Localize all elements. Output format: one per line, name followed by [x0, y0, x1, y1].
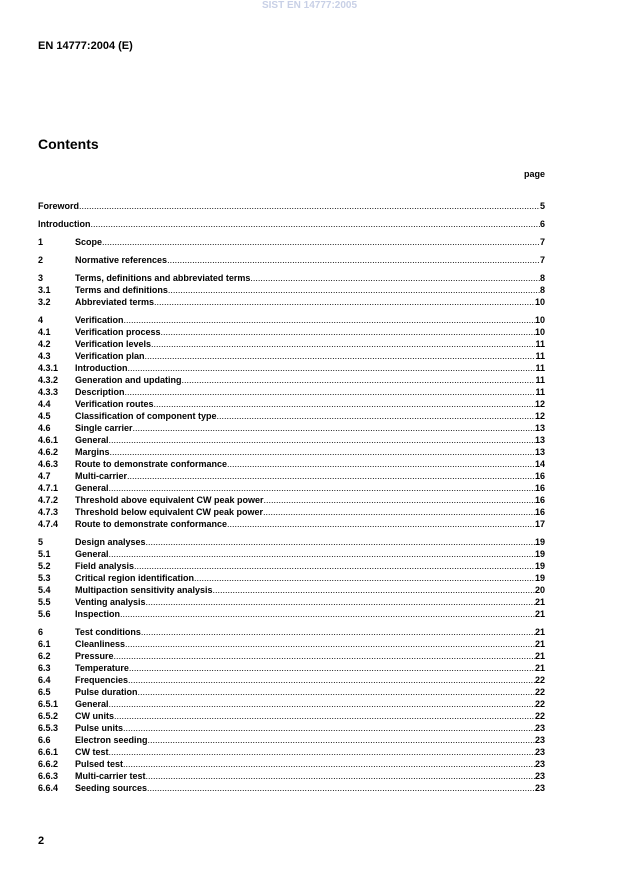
page-column-label: page — [523, 169, 545, 179]
toc-entry-page: 16 — [534, 483, 545, 493]
toc-entry-title: Verification levels — [75, 339, 152, 349]
toc-entry[interactable] — [38, 314, 545, 326]
toc-entry-page: 11 — [535, 339, 545, 349]
toc-entry-number: 3 — [38, 273, 44, 283]
toc-entry-number: 6.5 — [38, 687, 51, 697]
toc-entry-number: 5.2 — [38, 561, 51, 571]
toc-entry-number: 6.5.1 — [38, 699, 59, 709]
toc-entry-number: 6 — [38, 627, 44, 637]
toc-entry-title: Electron seeding — [75, 735, 148, 745]
toc-entry-number: 4.7 — [38, 471, 51, 481]
toc-entry[interactable] — [38, 506, 545, 518]
toc-leader-dots — [91, 218, 540, 230]
toc-entry-title: Multi-carrier — [75, 471, 128, 481]
toc-entry-title: Pulse units — [75, 723, 124, 733]
toc-entry-title: Terms, definitions and abbreviated terms — [75, 273, 251, 283]
toc-entry-title: Threshold above equivalent CW peak power — [75, 495, 264, 505]
toc-entry-page: 17 — [534, 519, 545, 529]
toc-entry-title: Pressure — [75, 651, 114, 661]
toc-leader-dots — [125, 638, 535, 650]
toc-entry-title: Critical region identification — [75, 573, 195, 583]
toc-entry-page: 10 — [534, 327, 545, 337]
toc-entry[interactable] — [38, 584, 545, 596]
toc-entry[interactable] — [38, 536, 545, 548]
toc-entry-number: 6.6 — [38, 735, 51, 745]
toc-entry-number: 4.3.3 — [38, 387, 59, 397]
page-number: 2 — [38, 835, 45, 847]
toc-entry[interactable] — [38, 770, 545, 782]
toc-entry-page: 7 — [539, 255, 545, 265]
toc-leader-dots — [167, 254, 540, 266]
toc-entry-title: Introduction — [75, 363, 128, 373]
toc-entry-title: Temperature — [75, 663, 129, 673]
toc-leader-dots — [124, 314, 535, 326]
toc-entry-page: 13 — [534, 447, 545, 457]
toc-entry-page: 22 — [534, 675, 545, 685]
toc-leader-dots — [146, 770, 535, 782]
toc-entry-number: 6.6.3 — [38, 771, 59, 781]
toc-entry[interactable] — [38, 626, 545, 638]
toc-entry-page: 21 — [534, 597, 545, 607]
toc-entry-page: 8 — [539, 273, 545, 283]
toc-entry[interactable] — [38, 746, 545, 758]
toc-entry-number: 6.1 — [38, 639, 51, 649]
toc-entry[interactable] — [38, 422, 545, 434]
toc-leader-dots — [168, 284, 540, 296]
toc-entry-page: 22 — [534, 711, 545, 721]
toc-entry-number: 6.6.2 — [38, 759, 59, 769]
toc-entry-page: 5 — [539, 201, 545, 211]
toc-entry-page: 11 — [535, 387, 545, 397]
toc-entry[interactable] — [38, 434, 545, 446]
toc-leader-dots — [264, 494, 535, 506]
toc-entry-number: 4.6 — [38, 423, 51, 433]
toc-entry-page: 16 — [534, 507, 545, 517]
toc-leader-dots — [154, 296, 535, 308]
toc-entry-title: CW test — [75, 747, 109, 757]
toc-entry-page: 11 — [535, 363, 545, 373]
toc-entry-page: 7 — [539, 237, 545, 247]
toc-entry-title: General — [75, 549, 109, 559]
toc-leader-dots — [120, 608, 535, 620]
toc-leader-dots — [227, 518, 535, 530]
toc-entry-title: Normative references — [75, 255, 168, 265]
toc-entry[interactable] — [38, 548, 545, 560]
toc-entry-page: 16 — [534, 495, 545, 505]
toc-entry[interactable] — [38, 272, 545, 284]
toc-leader-dots — [141, 626, 535, 638]
toc-entry-number: 4.3 — [38, 351, 51, 361]
toc-leader-dots — [194, 572, 535, 584]
toc-entry-number: 4.7.4 — [38, 519, 59, 529]
toc-entry-page: 21 — [534, 663, 545, 673]
toc-leader-dots — [114, 710, 535, 722]
toc-entry[interactable] — [38, 410, 545, 422]
toc-entry-number: 5.3 — [38, 573, 51, 583]
table-of-contents — [38, 200, 545, 794]
toc-entry-title: Verification — [75, 315, 124, 325]
toc-entry-title: Introduction — [38, 219, 91, 229]
toc-entry-page: 23 — [534, 771, 545, 781]
toc-entry-number: 5.6 — [38, 609, 51, 619]
toc-entry[interactable] — [38, 284, 545, 296]
toc-entry-title: CW units — [75, 711, 114, 721]
toc-leader-dots — [147, 782, 535, 794]
toc-entry-number: 4.3.2 — [38, 375, 59, 385]
toc-leader-dots — [133, 422, 535, 434]
toc-entry-page: 19 — [534, 561, 545, 571]
toc-entry-number: 6.3 — [38, 663, 51, 673]
toc-entry-title: Description — [75, 387, 125, 397]
toc-entry[interactable] — [38, 608, 545, 620]
toc-leader-dots — [263, 506, 535, 518]
toc-entry-title: Verification routes — [75, 399, 154, 409]
toc-entry[interactable] — [38, 446, 545, 458]
toc-entry-number: 4.5 — [38, 411, 51, 421]
toc-leader-dots — [128, 362, 536, 374]
toc-leader-dots — [182, 374, 536, 386]
toc-entry-page: 23 — [534, 747, 545, 757]
toc-entry-title: Multipaction sensitivity analysis — [75, 585, 213, 595]
toc-entry-title: Multi-carrier test — [75, 771, 146, 781]
toc-entry-number: 6.6.4 — [38, 783, 59, 793]
toc-leader-dots — [123, 758, 535, 770]
toc-entry[interactable] — [38, 470, 545, 482]
toc-entry-number: 6.6.1 — [38, 747, 59, 757]
toc-entry[interactable] — [38, 638, 545, 650]
toc-leader-dots — [129, 662, 535, 674]
toc-entry[interactable] — [38, 254, 545, 266]
toc-entry-page: 21 — [534, 639, 545, 649]
toc-entry-title: Test conditions — [75, 627, 141, 637]
toc-entry-title: Seeding sources — [75, 783, 148, 793]
toc-entry-number: 5.1 — [38, 549, 51, 559]
toc-entry-page: 21 — [534, 651, 545, 661]
toc-entry[interactable] — [38, 560, 545, 572]
toc-entry-title: Single carrier — [75, 423, 133, 433]
toc-entry-page: 8 — [539, 285, 545, 295]
toc-entry[interactable] — [38, 782, 545, 794]
toc-leader-dots — [146, 596, 535, 608]
toc-entry-number: 3.1 — [38, 285, 51, 295]
toc-entry-page: 19 — [534, 549, 545, 559]
toc-entry-number: 4.6.1 — [38, 435, 59, 445]
toc-entry-title: Venting analysis — [75, 597, 146, 607]
toc-entry-title: Verification process — [75, 327, 161, 337]
toc-entry-number: 2 — [38, 255, 44, 265]
toc-leader-dots — [217, 410, 535, 422]
toc-entry-title: Margins — [75, 447, 110, 457]
toc-entry-page: 22 — [534, 699, 545, 709]
toc-entry-title: Route to demonstrate conformance — [75, 519, 228, 529]
toc-entry-page: 23 — [534, 735, 545, 745]
toc-entry-page: 16 — [534, 471, 545, 481]
toc-leader-dots — [151, 338, 535, 350]
toc-leader-dots — [109, 548, 535, 560]
toc-leader-dots — [109, 482, 535, 494]
toc-entry-page: 11 — [535, 351, 545, 361]
toc-leader-dots — [161, 326, 535, 338]
toc-entry-title: Scope — [75, 237, 103, 247]
toc-entry-number: 4.6.2 — [38, 447, 59, 457]
toc-entry[interactable] — [38, 482, 545, 494]
toc-entry[interactable] — [38, 662, 545, 674]
toc-entry-title: Frequencies — [75, 675, 129, 685]
toc-entry-title: Classification of component type — [75, 411, 217, 421]
toc-entry-number: 3.2 — [38, 297, 51, 307]
toc-leader-dots — [109, 698, 535, 710]
toc-entry-title: Pulse duration — [75, 687, 138, 697]
toc-entry-title: Design analyses — [75, 537, 146, 547]
toc-entry-number: 1 — [38, 237, 44, 247]
toc-entry-title: Threshold below equivalent CW peak power — [75, 507, 264, 517]
toc-entry[interactable] — [38, 362, 545, 374]
toc-entry-page: 20 — [534, 585, 545, 595]
toc-entry-number: 4.7.2 — [38, 495, 59, 505]
toc-entry[interactable] — [38, 218, 545, 230]
toc-entry[interactable] — [38, 374, 545, 386]
toc-entry[interactable] — [38, 338, 545, 350]
toc-leader-dots — [134, 560, 535, 572]
toc-entry-page: 13 — [534, 435, 545, 445]
toc-entry-page: 10 — [534, 297, 545, 307]
toc-leader-dots — [154, 398, 535, 410]
watermark: SIST EN 14777:2005 — [261, 0, 358, 11]
toc-entry[interactable] — [38, 650, 545, 662]
toc-entry-title: Terms and definitions — [75, 285, 168, 295]
toc-entry[interactable] — [38, 596, 545, 608]
toc-entry-page: 13 — [534, 423, 545, 433]
toc-leader-dots — [138, 686, 535, 698]
toc-leader-dots — [102, 236, 540, 248]
toc-leader-dots — [109, 746, 535, 758]
toc-entry-number: 5.5 — [38, 597, 51, 607]
toc-entry-title: Pulsed test — [75, 759, 124, 769]
toc-entry-page: 23 — [534, 759, 545, 769]
toc-entry-number: 5.4 — [38, 585, 51, 595]
toc-leader-dots — [125, 386, 536, 398]
toc-entry-number: 4.4 — [38, 399, 51, 409]
toc-entry[interactable] — [38, 326, 545, 338]
toc-entry-page: 22 — [534, 687, 545, 697]
toc-entry-number: 6.5.3 — [38, 723, 59, 733]
toc-entry[interactable] — [38, 734, 545, 746]
toc-entry-page: 19 — [534, 537, 545, 547]
toc-leader-dots — [250, 272, 540, 284]
toc-entry[interactable] — [38, 698, 545, 710]
toc-entry-page: 23 — [534, 783, 545, 793]
toc-leader-dots — [79, 200, 540, 212]
toc-entry-title: General — [75, 435, 109, 445]
toc-entry-title: Cleanliness — [75, 639, 126, 649]
toc-entry-title: Verification plan — [75, 351, 145, 361]
toc-entry-page: 12 — [534, 411, 545, 421]
page-title: Contents — [38, 136, 99, 152]
toc-entry-title: General — [75, 483, 109, 493]
toc-entry-page: 14 — [534, 459, 545, 469]
toc-entry-number: 4 — [38, 315, 44, 325]
toc-entry[interactable] — [38, 236, 545, 248]
toc-entry-title: Inspection — [75, 609, 121, 619]
toc-entry-page: 6 — [539, 219, 545, 229]
toc-entry[interactable] — [38, 200, 545, 212]
toc-entry[interactable] — [38, 518, 545, 530]
toc-entry-number: 4.6.3 — [38, 459, 59, 469]
toc-entry[interactable] — [38, 758, 545, 770]
toc-entry-number: 6.5.2 — [38, 711, 59, 721]
toc-entry[interactable] — [38, 494, 545, 506]
toc-entry-page: 11 — [535, 375, 545, 385]
toc-entry-title: General — [75, 699, 109, 709]
toc-leader-dots — [128, 674, 535, 686]
toc-entry-title: Route to demonstrate conformance — [75, 459, 228, 469]
toc-entry-title: Field analysis — [75, 561, 135, 571]
toc-entry[interactable] — [38, 350, 545, 362]
toc-entry-number: 6.2 — [38, 651, 51, 661]
toc-entry-number: 4.7.3 — [38, 507, 59, 517]
toc-entry-title: Generation and updating — [75, 375, 182, 385]
toc-entry-title: Foreword — [38, 201, 80, 211]
toc-leader-dots — [148, 734, 535, 746]
toc-entry[interactable] — [38, 686, 545, 698]
toc-entry-number: 4.2 — [38, 339, 51, 349]
toc-entry[interactable] — [38, 722, 545, 734]
toc-leader-dots — [123, 722, 535, 734]
toc-entry[interactable] — [38, 674, 545, 686]
toc-leader-dots — [145, 350, 536, 362]
toc-entry-number: 4.7.1 — [38, 483, 59, 493]
toc-entry-number: 6.4 — [38, 675, 51, 685]
toc-entry[interactable] — [38, 572, 545, 584]
toc-entry-title: Abbreviated terms — [75, 297, 155, 307]
toc-entry-page: 19 — [534, 573, 545, 583]
toc-entry-page: 21 — [534, 627, 545, 637]
toc-entry-number: 4.1 — [38, 327, 51, 337]
toc-entry[interactable] — [38, 386, 545, 398]
toc-entry-page: 23 — [534, 723, 545, 733]
toc-entry-page: 12 — [534, 399, 545, 409]
toc-entry-number: 4.3.1 — [38, 363, 59, 373]
toc-leader-dots — [227, 458, 535, 470]
toc-leader-dots — [114, 650, 535, 662]
toc-entry-number: 5 — [38, 537, 44, 547]
toc-entry[interactable] — [38, 458, 545, 470]
toc-leader-dots — [146, 536, 535, 548]
toc-leader-dots — [110, 446, 535, 458]
toc-leader-dots — [213, 584, 535, 596]
toc-entry[interactable] — [38, 710, 545, 722]
toc-leader-dots — [127, 470, 535, 482]
toc-entry[interactable] — [38, 398, 545, 410]
toc-entry[interactable] — [38, 296, 545, 308]
toc-entry-page: 10 — [534, 315, 545, 325]
toc-leader-dots — [109, 434, 535, 446]
toc-entry-page: 21 — [534, 609, 545, 619]
document-header: EN 14777:2004 (E) — [38, 40, 133, 52]
